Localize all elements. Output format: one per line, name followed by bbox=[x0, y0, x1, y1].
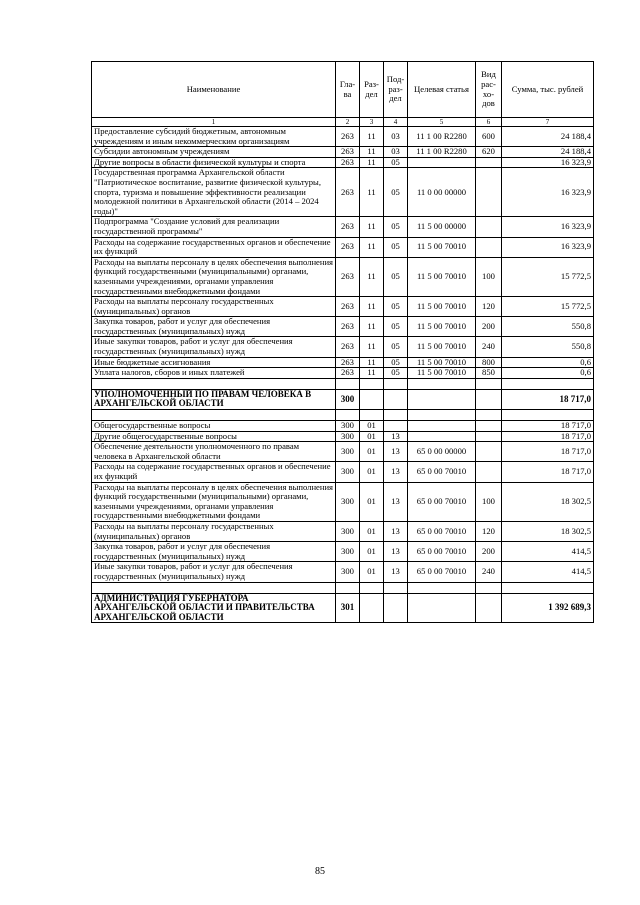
row-razdel: 11 bbox=[360, 337, 384, 357]
row-sum: 1 392 689,3 bbox=[502, 593, 594, 623]
row-target: 11 0 00 00000 bbox=[408, 168, 476, 217]
row-sum: 414,5 bbox=[502, 562, 594, 582]
row-name: Расходы на содержание государственных органов и обеспечение их функций bbox=[92, 462, 336, 482]
row-target bbox=[408, 378, 476, 389]
row-glava: 263 bbox=[336, 237, 360, 257]
row-target bbox=[408, 157, 476, 168]
table-row bbox=[92, 462, 594, 482]
table-row bbox=[92, 127, 594, 147]
row-razdel: 01 bbox=[360, 442, 384, 462]
table-row bbox=[92, 257, 594, 296]
row-razdel bbox=[360, 378, 384, 389]
row-name: Иные закупки товаров, работ и услуг для обеспечения государственных (муниципальных) нужд bbox=[92, 562, 336, 582]
table-row bbox=[92, 389, 594, 409]
table-row bbox=[92, 297, 594, 317]
row-sum: 550,8 bbox=[502, 317, 594, 337]
table-row bbox=[92, 168, 594, 217]
row-name: Расходы на содержание государственных органов и обеспечение их функций bbox=[92, 237, 336, 257]
table-row bbox=[92, 147, 594, 158]
row-vid: 800 bbox=[476, 357, 502, 368]
row-name: АДМИНИСТРАЦИЯ ГУБЕРНАТОРА АРХАНГЕЛЬСКОЙ ОБЛАСТИ И ПРАВИТЕЛЬСТВА АРХАНГЕЛЬСКОЙ ОБЛАСТИ bbox=[92, 593, 336, 623]
table-row bbox=[92, 562, 594, 582]
row-vid: 600 bbox=[476, 127, 502, 147]
row-glava: 300 bbox=[336, 389, 360, 409]
row-target: 11 5 00 00000 bbox=[408, 217, 476, 237]
row-sum: 18 717,0 bbox=[502, 421, 594, 432]
row-podrazdel bbox=[384, 593, 408, 623]
row-glava: 300 bbox=[336, 442, 360, 462]
row-vid bbox=[476, 389, 502, 409]
row-name: Общегосударственные вопросы bbox=[92, 421, 336, 432]
row-target bbox=[408, 582, 476, 593]
header-razdel: Раз-дел bbox=[360, 62, 384, 118]
row-glava: 263 bbox=[336, 127, 360, 147]
row-sum: 18 302,5 bbox=[502, 521, 594, 541]
row-podrazdel bbox=[384, 421, 408, 432]
row-target: 11 5 00 70010 bbox=[408, 297, 476, 317]
row-razdel: 01 bbox=[360, 431, 384, 442]
row-sum: 16 323,9 bbox=[502, 168, 594, 217]
row-sum bbox=[502, 378, 594, 389]
row-target: 65 0 00 70010 bbox=[408, 562, 476, 582]
row-target bbox=[408, 593, 476, 623]
row-glava: 300 bbox=[336, 462, 360, 482]
row-name: Иные закупки товаров, работ и услуг для обеспечения государственных (муниципальных) нужд bbox=[92, 337, 336, 357]
table-row bbox=[92, 421, 594, 432]
row-podrazdel bbox=[384, 410, 408, 421]
row-razdel: 11 bbox=[360, 237, 384, 257]
row-vid: 850 bbox=[476, 368, 502, 379]
row-glava: 263 bbox=[336, 147, 360, 158]
table-row bbox=[92, 431, 594, 442]
row-podrazdel bbox=[384, 378, 408, 389]
row-vid bbox=[476, 378, 502, 389]
row-name: Другие вопросы в области физической культуры и спорта bbox=[92, 157, 336, 168]
table-row bbox=[92, 357, 594, 368]
row-glava bbox=[336, 378, 360, 389]
row-vid bbox=[476, 410, 502, 421]
row-vid bbox=[476, 442, 502, 462]
row-glava: 300 bbox=[336, 482, 360, 521]
empty-row bbox=[92, 410, 594, 421]
row-sum: 16 323,9 bbox=[502, 217, 594, 237]
row-razdel: 11 bbox=[360, 297, 384, 317]
row-vid bbox=[476, 217, 502, 237]
row-glava: 300 bbox=[336, 562, 360, 582]
column-number: 6 bbox=[476, 118, 502, 127]
row-podrazdel: 05 bbox=[384, 257, 408, 296]
table-row bbox=[92, 157, 594, 168]
row-podrazdel: 05 bbox=[384, 317, 408, 337]
row-glava: 263 bbox=[336, 357, 360, 368]
row-glava: 301 bbox=[336, 593, 360, 623]
table-row bbox=[92, 217, 594, 237]
row-sum: 18 717,0 bbox=[502, 442, 594, 462]
row-razdel: 01 bbox=[360, 521, 384, 541]
row-glava: 263 bbox=[336, 317, 360, 337]
row-razdel: 01 bbox=[360, 562, 384, 582]
row-podrazdel bbox=[384, 389, 408, 409]
row-vid bbox=[476, 462, 502, 482]
column-number: 3 bbox=[360, 118, 384, 127]
row-target bbox=[408, 410, 476, 421]
table-row bbox=[92, 542, 594, 562]
table-row bbox=[92, 317, 594, 337]
row-name: Уплата налогов, сборов и иных платежей bbox=[92, 368, 336, 379]
row-sum: 15 772,5 bbox=[502, 297, 594, 317]
budget-table bbox=[91, 61, 594, 623]
row-razdel: 11 bbox=[360, 127, 384, 147]
row-razdel: 11 bbox=[360, 147, 384, 158]
row-podrazdel: 13 bbox=[384, 431, 408, 442]
header-sum: Сумма, тыс. рублей bbox=[502, 62, 594, 118]
table-row bbox=[92, 337, 594, 357]
row-podrazdel: 05 bbox=[384, 157, 408, 168]
row-target: 65 0 00 70010 bbox=[408, 542, 476, 562]
row-podrazdel: 05 bbox=[384, 297, 408, 317]
row-name: Субсидии автономным учреждениям bbox=[92, 147, 336, 158]
row-podrazdel: 05 bbox=[384, 368, 408, 379]
row-vid bbox=[476, 582, 502, 593]
row-glava: 263 bbox=[336, 368, 360, 379]
row-podrazdel: 05 bbox=[384, 237, 408, 257]
row-target: 11 5 00 70010 bbox=[408, 357, 476, 368]
row-name: Предоставление субсидий бюджетным, автономным учреждениям и иным некоммерческим организациям bbox=[92, 127, 336, 147]
column-number-row bbox=[92, 118, 594, 127]
row-vid bbox=[476, 157, 502, 168]
row-glava: 300 bbox=[336, 542, 360, 562]
header-target: Целевая статья bbox=[408, 62, 476, 118]
row-target: 11 5 00 70010 bbox=[408, 237, 476, 257]
row-razdel bbox=[360, 410, 384, 421]
row-target: 65 0 00 70010 bbox=[408, 521, 476, 541]
row-vid bbox=[476, 593, 502, 623]
row-glava bbox=[336, 582, 360, 593]
column-number: 2 bbox=[336, 118, 360, 127]
row-vid: 240 bbox=[476, 337, 502, 357]
header-glava: Гла-ва bbox=[336, 62, 360, 118]
row-glava: 300 bbox=[336, 421, 360, 432]
row-podrazdel: 05 bbox=[384, 217, 408, 237]
row-name: Иные бюджетные ассигнования bbox=[92, 357, 336, 368]
row-target: 11 1 00 R2280 bbox=[408, 127, 476, 147]
row-glava: 263 bbox=[336, 168, 360, 217]
row-podrazdel: 13 bbox=[384, 482, 408, 521]
row-target: 11 5 00 70010 bbox=[408, 337, 476, 357]
row-target: 65 0 00 00000 bbox=[408, 442, 476, 462]
row-podrazdel: 13 bbox=[384, 462, 408, 482]
empty-row bbox=[92, 378, 594, 389]
table-row bbox=[92, 593, 594, 623]
row-razdel: 01 bbox=[360, 542, 384, 562]
row-sum: 0,6 bbox=[502, 357, 594, 368]
row-name: Расходы на выплаты персоналу государственных (муниципальных) органов bbox=[92, 521, 336, 541]
row-name: УПОЛНОМОЧЕННЫЙ ПО ПРАВАМ ЧЕЛОВЕКА В АРХАНГЕЛЬСКОЙ ОБЛАСТИ bbox=[92, 389, 336, 409]
row-target: 11 5 00 70010 bbox=[408, 368, 476, 379]
row-name: Государственная программа Архангельской области "Патриотическое воспитание, развитие физической культуры, спорта, туризма и повышение эффективности реализации молодежной политики в Архангельской области (2014 – 2024 годы)" bbox=[92, 168, 336, 217]
row-name: Другие общегосударственные вопросы bbox=[92, 431, 336, 442]
column-number: 4 bbox=[384, 118, 408, 127]
row-target: 11 5 00 70010 bbox=[408, 257, 476, 296]
row-glava: 263 bbox=[336, 297, 360, 317]
row-name: Расходы на выплаты персоналу в целях обеспечения выполнения функций государственными (муниципальными) органами, казенными учреждениями, органами управления государственными внебюджетными фондами bbox=[92, 482, 336, 521]
row-podrazdel: 05 bbox=[384, 357, 408, 368]
row-vid: 620 bbox=[476, 147, 502, 158]
row-target: 65 0 00 70010 bbox=[408, 482, 476, 521]
row-razdel: 11 bbox=[360, 217, 384, 237]
row-name: Обеспечение деятельности уполномоченного по правам человека в Архангельской области bbox=[92, 442, 336, 462]
row-sum: 18 302,5 bbox=[502, 482, 594, 521]
row-name bbox=[92, 582, 336, 593]
header-row bbox=[92, 62, 594, 118]
row-razdel: 11 bbox=[360, 368, 384, 379]
row-vid: 100 bbox=[476, 482, 502, 521]
row-vid: 120 bbox=[476, 297, 502, 317]
row-razdel bbox=[360, 593, 384, 623]
row-vid: 200 bbox=[476, 317, 502, 337]
row-razdel bbox=[360, 582, 384, 593]
row-glava: 300 bbox=[336, 431, 360, 442]
row-podrazdel: 13 bbox=[384, 442, 408, 462]
row-podrazdel: 13 bbox=[384, 521, 408, 541]
row-sum: 16 323,9 bbox=[502, 157, 594, 168]
row-sum: 15 772,5 bbox=[502, 257, 594, 296]
row-vid: 200 bbox=[476, 542, 502, 562]
row-name: Закупка товаров, работ и услуг для обеспечения государственных (муниципальных) нужд bbox=[92, 317, 336, 337]
row-sum: 550,8 bbox=[502, 337, 594, 357]
row-sum: 18 717,0 bbox=[502, 431, 594, 442]
row-razdel bbox=[360, 389, 384, 409]
row-target bbox=[408, 389, 476, 409]
row-podrazdel: 03 bbox=[384, 147, 408, 158]
row-sum: 18 717,0 bbox=[502, 462, 594, 482]
row-podrazdel: 03 bbox=[384, 127, 408, 147]
table-row bbox=[92, 482, 594, 521]
row-target bbox=[408, 431, 476, 442]
row-sum: 24 188,4 bbox=[502, 127, 594, 147]
row-sum bbox=[502, 410, 594, 421]
column-number: 5 bbox=[408, 118, 476, 127]
row-razdel: 01 bbox=[360, 482, 384, 521]
row-target: 65 0 00 70010 bbox=[408, 462, 476, 482]
row-glava bbox=[336, 410, 360, 421]
header-vid: Вид рас-хо-дов bbox=[476, 62, 502, 118]
row-name: Подпрограмма "Создание условий для реализации государственной программы" bbox=[92, 217, 336, 237]
row-sum bbox=[502, 582, 594, 593]
row-name: Расходы на выплаты персоналу государственных (муниципальных) органов bbox=[92, 297, 336, 317]
page-number: 85 bbox=[315, 866, 325, 877]
row-vid bbox=[476, 421, 502, 432]
row-name: Расходы на выплаты персоналу в целях обеспечения выполнения функций государственными (муниципальными) органами, казенными учреждениями, органами управления государственными внебюджетными фондами bbox=[92, 257, 336, 296]
row-vid bbox=[476, 168, 502, 217]
row-glava: 263 bbox=[336, 257, 360, 296]
row-razdel: 11 bbox=[360, 168, 384, 217]
table-row bbox=[92, 237, 594, 257]
row-target bbox=[408, 421, 476, 432]
row-glava: 263 bbox=[336, 157, 360, 168]
row-razdel: 11 bbox=[360, 357, 384, 368]
table-row bbox=[92, 521, 594, 541]
row-podrazdel: 13 bbox=[384, 542, 408, 562]
row-glava: 263 bbox=[336, 337, 360, 357]
row-razdel: 11 bbox=[360, 157, 384, 168]
row-sum: 18 717,0 bbox=[502, 389, 594, 409]
row-sum: 414,5 bbox=[502, 542, 594, 562]
row-name bbox=[92, 410, 336, 421]
row-vid: 120 bbox=[476, 521, 502, 541]
row-name: Закупка товаров, работ и услуг для обеспечения государственных (муниципальных) нужд bbox=[92, 542, 336, 562]
table-body bbox=[92, 127, 594, 623]
empty-row bbox=[92, 582, 594, 593]
row-razdel: 11 bbox=[360, 257, 384, 296]
row-glava: 263 bbox=[336, 217, 360, 237]
row-glava: 300 bbox=[336, 521, 360, 541]
row-name bbox=[92, 378, 336, 389]
header-podrazdel: Под-раз-дел bbox=[384, 62, 408, 118]
column-number: 1 bbox=[92, 118, 336, 127]
row-sum: 0,6 bbox=[502, 368, 594, 379]
row-target: 11 1 00 R2280 bbox=[408, 147, 476, 158]
table-row bbox=[92, 368, 594, 379]
row-vid bbox=[476, 237, 502, 257]
row-razdel: 01 bbox=[360, 421, 384, 432]
row-razdel: 01 bbox=[360, 462, 384, 482]
row-podrazdel: 13 bbox=[384, 562, 408, 582]
row-podrazdel: 05 bbox=[384, 168, 408, 217]
row-target: 11 5 00 70010 bbox=[408, 317, 476, 337]
row-razdel: 11 bbox=[360, 317, 384, 337]
row-podrazdel: 05 bbox=[384, 337, 408, 357]
row-vid bbox=[476, 431, 502, 442]
column-number: 7 bbox=[502, 118, 594, 127]
row-sum: 16 323,9 bbox=[502, 237, 594, 257]
row-vid: 240 bbox=[476, 562, 502, 582]
row-podrazdel bbox=[384, 582, 408, 593]
table-row bbox=[92, 442, 594, 462]
row-vid: 100 bbox=[476, 257, 502, 296]
row-sum: 24 188,4 bbox=[502, 147, 594, 158]
header-name: Наименование bbox=[92, 62, 336, 118]
